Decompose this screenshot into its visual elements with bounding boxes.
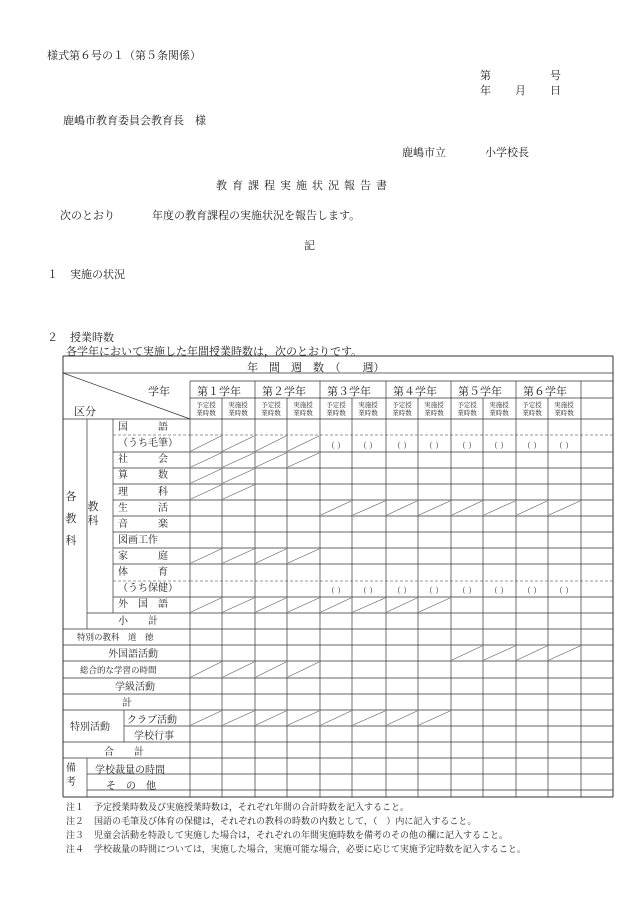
grade-header-6: 第６学年 bbox=[523, 385, 567, 398]
note-number: 注１ bbox=[66, 803, 85, 813]
intro-lead: 次のとおり bbox=[60, 209, 115, 222]
subject-taiiku: 体 育 bbox=[118, 567, 168, 578]
hoken-paren-4: （ ） bbox=[326, 586, 346, 595]
slash-mark-63 bbox=[321, 501, 351, 515]
slash-mark-54 bbox=[288, 436, 319, 451]
hoken-paren-9: （ ） bbox=[489, 586, 509, 595]
note-text: 国語の毛筆及び体育の保健は，それぞれの教科の時数の内数として，（ ）内に記入すること。 bbox=[94, 817, 477, 827]
grade-header-5: 第５学年 bbox=[458, 385, 502, 398]
section2-label: 授業時数 bbox=[70, 331, 114, 344]
hoken-paren-6: （ ） bbox=[392, 586, 412, 595]
moji-paren-11: （ ） bbox=[554, 441, 574, 450]
tokubetsu-label: 特別活動 bbox=[70, 722, 110, 733]
moji-paren-5: （ ） bbox=[358, 441, 378, 450]
subject-katei: 家 庭 bbox=[118, 551, 168, 562]
slash-mark-84 bbox=[484, 646, 515, 660]
planned-hours-header-6 bbox=[516, 401, 548, 417]
group-kyoka-char-2: 科 bbox=[87, 514, 99, 527]
sonota-label: そ の 他 bbox=[106, 781, 156, 792]
sender-title: 小学校長 bbox=[485, 146, 529, 159]
note-number: 注２ bbox=[66, 817, 85, 827]
subject-seikatsu: 生 活 bbox=[118, 503, 168, 514]
slash-mark-64 bbox=[353, 501, 385, 515]
slash-mark-98 bbox=[419, 711, 450, 725]
header-line-1: 実施授 bbox=[228, 401, 248, 409]
planned-hours-header-2 bbox=[255, 401, 287, 417]
header-line-2: 業時数 bbox=[293, 409, 313, 417]
subtotal-label: 小 計 bbox=[118, 616, 158, 627]
slash-mark-74 bbox=[288, 549, 319, 563]
moji-paren-4: （ ） bbox=[326, 441, 346, 450]
header-line-1: 予定授 bbox=[457, 401, 477, 409]
slash-mark-58 bbox=[288, 453, 319, 467]
slash-mark-57 bbox=[256, 453, 286, 467]
group-kyoka-char-1: 教 bbox=[87, 500, 99, 513]
note-text: 学校裁量の時間については，実施した場合，実施可能な場合，必要に応じて実施予定時数を記入すること。 bbox=[94, 845, 526, 855]
hoken-paren-8: （ ） bbox=[457, 586, 477, 595]
subject-rika: 理 科 bbox=[118, 487, 168, 498]
sender-city: 鹿嶋市立 bbox=[402, 146, 446, 159]
document-title: 教育課程実施状況報告書 bbox=[216, 179, 392, 192]
hoken-paren-10: （ ） bbox=[522, 586, 542, 595]
sairyou-label: 学校裁量の時間 bbox=[95, 765, 165, 776]
subject-zuga: 図画工作 bbox=[118, 535, 158, 546]
planned-hours-header-3 bbox=[320, 401, 352, 417]
intro-text: 年度の教育課程の実施状況を報告します。 bbox=[152, 209, 361, 222]
kubun-label: 区分 bbox=[74, 405, 96, 418]
biko-char-1: 備 bbox=[66, 763, 76, 774]
number-label-suffix: 号 bbox=[550, 69, 561, 82]
slash-mark-76 bbox=[223, 598, 254, 612]
group-kyo-char: 教 bbox=[65, 512, 77, 525]
slash-mark-75 bbox=[191, 598, 221, 612]
gakkyu-label: 学級活動 bbox=[115, 682, 155, 693]
slash-mark-71 bbox=[191, 549, 221, 563]
group-ka-char: 科 bbox=[65, 534, 77, 547]
planned-hours-header-1 bbox=[190, 401, 222, 417]
slash-mark-89 bbox=[256, 662, 286, 677]
slash-mark-67 bbox=[452, 501, 482, 515]
club-label: クラブ活動 bbox=[127, 715, 177, 726]
header-line-1: 予定授 bbox=[326, 401, 346, 409]
slash-mark-97 bbox=[387, 711, 417, 725]
slash-mark-51 bbox=[191, 436, 221, 451]
addressee: 鹿嶋市教育委員会教育長 様 bbox=[63, 114, 206, 127]
slash-mark-73 bbox=[256, 549, 286, 563]
header-line-2: 業時数 bbox=[196, 409, 216, 417]
subject-ongaku: 音 楽 bbox=[118, 519, 168, 530]
hoken-paren-5: （ ） bbox=[358, 586, 378, 595]
actual-hours-header-6 bbox=[548, 401, 580, 417]
header-line-2: 業時数 bbox=[228, 409, 248, 417]
header-line-1: 予定授 bbox=[261, 401, 281, 409]
slash-mark-95 bbox=[321, 711, 351, 725]
date-month: 月 bbox=[515, 84, 526, 97]
biko-label bbox=[65, 762, 77, 790]
moji-paren-6: （ ） bbox=[392, 441, 412, 450]
slash-mark-80 bbox=[353, 598, 385, 612]
header-line-2: 業時数 bbox=[457, 409, 477, 417]
slash-mark-65 bbox=[387, 501, 417, 515]
slash-mark-94 bbox=[288, 711, 319, 725]
slash-mark-82 bbox=[419, 598, 450, 612]
slash-mark-85 bbox=[517, 646, 547, 660]
group-kaku-char: 各 bbox=[65, 490, 77, 503]
moji-paren-9: （ ） bbox=[489, 441, 509, 450]
slash-mark-78 bbox=[288, 598, 319, 612]
slash-mark-68 bbox=[484, 501, 515, 515]
gokei-label: 合 計 bbox=[104, 747, 144, 758]
grade-header-2: 第２学年 bbox=[262, 385, 306, 398]
slash-mark-87 bbox=[191, 662, 221, 677]
sogo-label: 総合的な学習の時間 bbox=[80, 666, 157, 676]
group-kyoka bbox=[87, 500, 99, 528]
slash-mark-72 bbox=[223, 549, 254, 563]
slash-mark-90 bbox=[288, 662, 319, 677]
slash-mark-81 bbox=[387, 598, 417, 612]
grade-header-3: 第３学年 bbox=[327, 385, 371, 398]
slash-mark-91 bbox=[191, 711, 221, 725]
slash-mark-69 bbox=[517, 501, 547, 515]
note-text: 児童会活動を特設して実施した場合は，それぞれの年間実施時数を備考のその他の欄に記入すること。 bbox=[94, 831, 509, 841]
header-line-2: 業時数 bbox=[261, 409, 281, 417]
actual-hours-header-5 bbox=[483, 401, 515, 417]
slash-mark-83 bbox=[452, 646, 482, 660]
hoken-paren-7: （ ） bbox=[424, 586, 444, 595]
slash-mark-61 bbox=[191, 485, 221, 499]
slash-mark-55 bbox=[191, 453, 221, 467]
slash-mark-53 bbox=[256, 436, 286, 451]
doutoku-label: 特別の教科 道 徳 bbox=[77, 633, 154, 643]
header-line-2: 業時数 bbox=[392, 409, 412, 417]
slash-mark-62 bbox=[223, 485, 254, 499]
slash-mark-86 bbox=[549, 646, 580, 660]
slash-mark-88 bbox=[223, 662, 254, 677]
slash-mark-56 bbox=[223, 453, 254, 467]
slash-mark-93 bbox=[256, 711, 286, 725]
kei-label: 計 bbox=[122, 698, 132, 709]
group-kaku-kyoka bbox=[65, 486, 77, 552]
subject-kokugo: 国 語 bbox=[118, 422, 168, 433]
header-line-2: 業時数 bbox=[358, 409, 378, 417]
header-line-1: 予定授 bbox=[196, 401, 216, 409]
form-id: 様式第６号の１（第５条関係） bbox=[47, 49, 201, 62]
note-number: 注３ bbox=[66, 831, 85, 841]
moji-paren-7: （ ） bbox=[424, 441, 444, 450]
actual-hours-header-4 bbox=[418, 401, 450, 417]
date-year: 年 bbox=[480, 84, 491, 97]
slash-mark-92 bbox=[223, 711, 254, 725]
weeks-header: 年 間 週 数 （ 週） bbox=[247, 361, 385, 374]
date-day: 日 bbox=[550, 84, 561, 97]
header-line-1: 実施授 bbox=[554, 401, 574, 409]
subject-moji: （うち毛筆） bbox=[118, 438, 178, 449]
header-line-2: 業時数 bbox=[522, 409, 542, 417]
slash-mark-70 bbox=[549, 501, 580, 515]
slash-mark-79 bbox=[321, 598, 351, 612]
note-number: 注４ bbox=[66, 845, 85, 855]
header-line-1: 実施授 bbox=[424, 401, 444, 409]
slash-mark-52 bbox=[223, 436, 254, 451]
section2-number: ２ bbox=[47, 331, 58, 344]
header-line-2: 業時数 bbox=[326, 409, 346, 417]
subject-shakai: 社 会 bbox=[118, 454, 168, 465]
planned-hours-header-5 bbox=[451, 401, 483, 417]
actual-hours-header-1 bbox=[222, 401, 254, 417]
header-line-1: 実施授 bbox=[358, 401, 378, 409]
biko-char-2: 考 bbox=[66, 777, 76, 788]
header-line-2: 業時数 bbox=[489, 409, 509, 417]
slash-mark-77 bbox=[256, 598, 286, 612]
note-text: 予定授業時数及び実施授業時数は，それぞれ年間の合計時数を記入すること。 bbox=[94, 803, 410, 813]
section1-number: １ bbox=[47, 268, 58, 281]
subject-sansu: 算 数 bbox=[118, 470, 168, 481]
ki-label: 記 bbox=[304, 239, 315, 252]
header-line-1: 予定授 bbox=[522, 401, 542, 409]
grade-header-1: 第１学年 bbox=[197, 385, 241, 398]
moji-paren-10: （ ） bbox=[522, 441, 542, 450]
header-line-2: 業時数 bbox=[554, 409, 574, 417]
slash-mark-60 bbox=[223, 469, 254, 483]
header-line-1: 予定授 bbox=[392, 401, 412, 409]
slash-mark-66 bbox=[419, 501, 450, 515]
header-line-1: 実施授 bbox=[293, 401, 313, 409]
actual-hours-header-3 bbox=[352, 401, 384, 417]
actual-hours-header-2 bbox=[287, 401, 319, 417]
number-label-prefix: 第 bbox=[480, 69, 491, 82]
subject-hoken: （うち保健） bbox=[118, 583, 178, 594]
gakunen-label: 学年 bbox=[148, 385, 170, 398]
gaikokugo-katsudo-label: 外国語活動 bbox=[108, 649, 158, 660]
gakko-gyoji-label: 学校行事 bbox=[134, 731, 174, 742]
planned-hours-header-4 bbox=[386, 401, 418, 417]
header-line-1: 実施授 bbox=[489, 401, 509, 409]
hoken-paren-11: （ ） bbox=[554, 586, 574, 595]
header-line-2: 業時数 bbox=[424, 409, 444, 417]
section2-description: 各学年において実施した年間授業時数は，次のとおりです。 bbox=[66, 345, 363, 358]
section1-label: 実施の状況 bbox=[70, 268, 125, 281]
slash-mark-96 bbox=[353, 711, 385, 725]
slash-mark-59 bbox=[191, 469, 221, 483]
grade-header-4: 第４学年 bbox=[393, 385, 437, 398]
subject-gaikokugo: 外 国 語 bbox=[118, 599, 168, 610]
moji-paren-8: （ ） bbox=[457, 441, 477, 450]
